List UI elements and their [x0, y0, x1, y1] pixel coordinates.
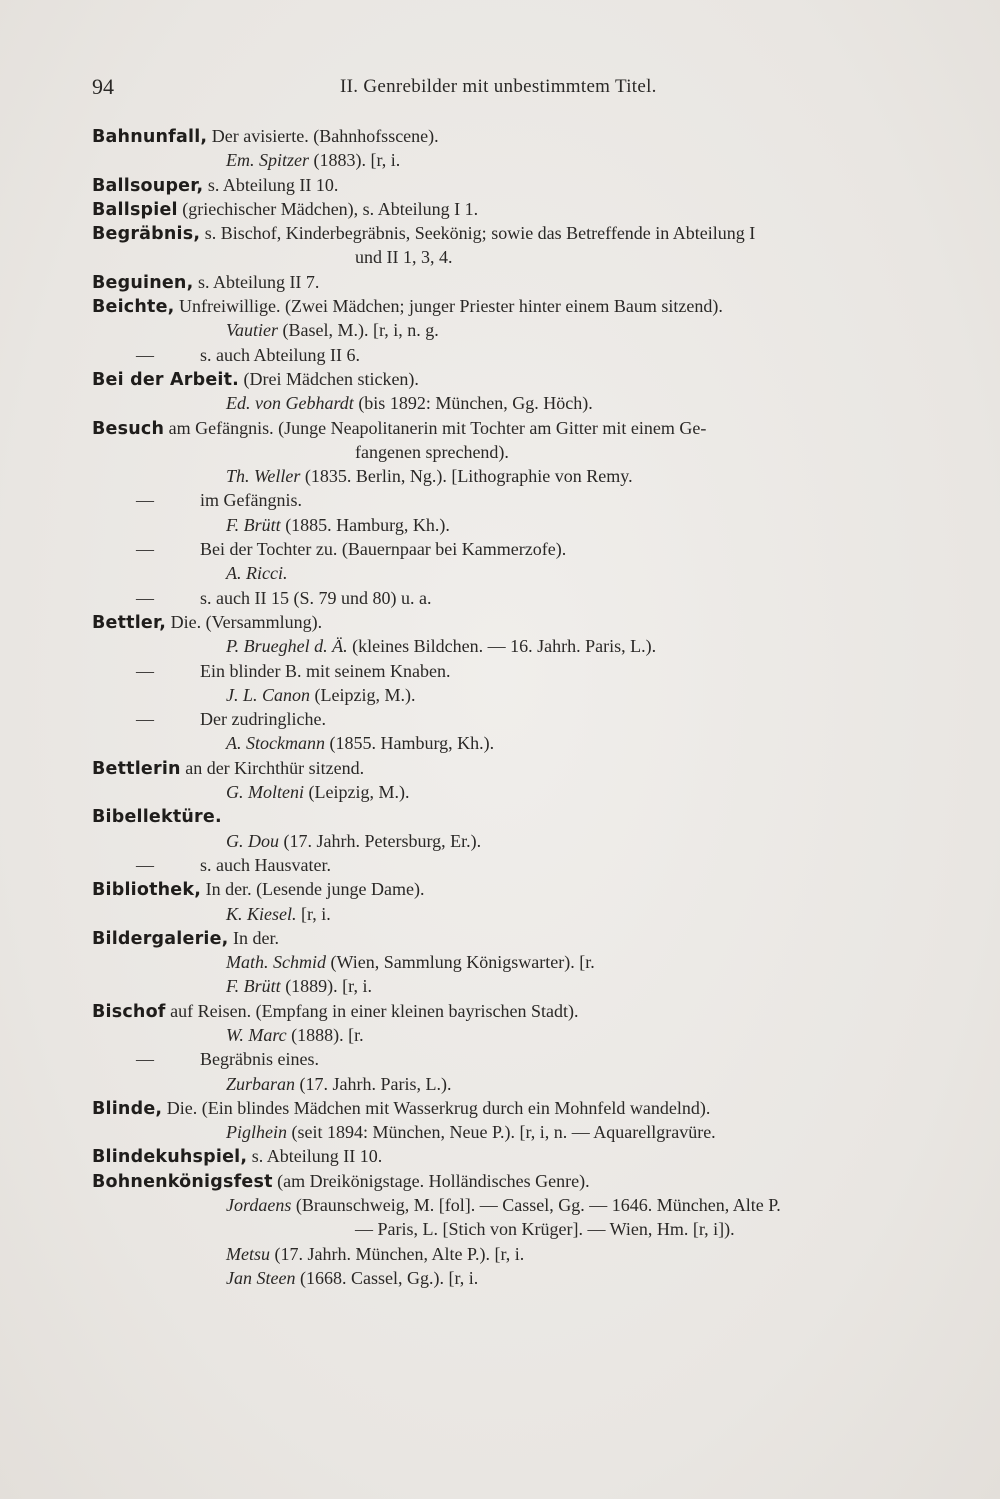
entry-description: s. Abteilung II 7. [193, 271, 320, 292]
artist-name: A. Stockmann [226, 733, 325, 754]
artist-name: Metsu [226, 1243, 270, 1264]
entry-term: Bettler, [92, 612, 167, 633]
artist-detail: (Leipzig, M.). [304, 782, 410, 803]
artist-name: Jordaens [226, 1195, 292, 1216]
entry-line [92, 124, 964, 148]
sub-entry-line [92, 659, 964, 683]
artist-detail: (1885. Hamburg, Kh.). [280, 514, 450, 535]
dash-mark: — [136, 854, 154, 875]
artist-detail: (kleines Bildchen. — 16. Jahrh. Paris, L.). [347, 636, 657, 657]
entry-description: (Drei Mädchen sticken). [239, 368, 419, 389]
continuation-line [92, 1217, 964, 1241]
sub-entry-text: s. auch II 15 (S. 79 und 80) u. a. [200, 587, 432, 608]
entry-term: Bei der Arbeit. [92, 369, 239, 390]
artist-line [92, 683, 964, 707]
artist-detail: (Braunschweig, M. [fol]. — Cassel, Gg. — 1646. München, Alte P. [291, 1195, 781, 1216]
artist-detail: (17. Jahrh. München, Alte P.). [r, i. [270, 1243, 525, 1264]
artist-line [92, 318, 964, 342]
entry-term: Bischof [92, 1001, 166, 1022]
dash-mark: — [136, 344, 154, 365]
artist-name: Em. Spitzer [226, 150, 309, 171]
artist-name: Math. Schmid [226, 952, 326, 973]
entry-term: Beichte, [92, 297, 175, 318]
entry-line [92, 416, 964, 440]
artist-line [92, 780, 964, 804]
artist-detail: (1888). [r. [286, 1024, 364, 1045]
artist-name: J. L. Canon [226, 684, 311, 705]
artist-line [92, 731, 964, 755]
entry-term: Bibliothek, [92, 880, 202, 901]
entry-line [92, 926, 964, 950]
artist-name: F. Brütt [226, 514, 281, 535]
entry-term: Bettlerin [92, 758, 181, 779]
entry-description: In der. (Lesende junge Dame). [201, 879, 425, 900]
entry-line [92, 1144, 964, 1168]
entry-description: s. Abteilung II 10. [203, 174, 339, 195]
entry-description: Die. (Ein blindes Mädchen mit Wasserkrug durch ein Mohnfeld wandelnd). [162, 1097, 711, 1118]
artist-detail: (Basel, M.). [r, i, n. g. [278, 320, 439, 341]
dash-mark: — [136, 660, 154, 681]
dash-mark: — [136, 587, 154, 608]
entry-line [92, 877, 964, 901]
sub-entry-line [92, 853, 964, 877]
index-entries [92, 124, 964, 1290]
entry-description: In der. [228, 927, 279, 948]
sub-entry-line [92, 343, 964, 367]
entry-line [92, 1096, 964, 1120]
entry-continuation: — Paris, L. [Stich von Krüger]. — Wien, Hm. [r, i]). [355, 1219, 735, 1240]
artist-name: G. Dou [226, 830, 279, 851]
entry-description: am Gefängnis. (Junge Neapolitanerin mit Tochter am Gitter mit einem Ge- [164, 417, 707, 438]
entry-term: Beguinen, [92, 272, 194, 293]
artist-detail: (Leipzig, M.). [310, 684, 416, 705]
artist-name: P. Brueghel d. Ä. [226, 636, 348, 657]
entry-term: Begräbnis, [92, 224, 201, 245]
artist-line [92, 148, 964, 172]
entry-line [92, 1169, 964, 1193]
dash-mark: — [136, 539, 154, 560]
artist-detail: (1889). [r, i. [280, 976, 372, 997]
entry-term: Ballspiel [92, 199, 178, 220]
entry-description: Die. (Versammlung). [166, 611, 323, 632]
sub-entry-text: im Gefängnis. [200, 490, 302, 511]
artist-line [92, 513, 964, 537]
entry-term: Ballsouper, [92, 175, 204, 196]
artist-line [92, 1242, 964, 1266]
entry-line [92, 173, 964, 197]
artist-line [92, 902, 964, 926]
sub-entry-line [92, 707, 964, 731]
entry-line [92, 221, 964, 245]
artist-line [92, 950, 964, 974]
entry-line [92, 999, 964, 1023]
entry-term: Bahnunfall, [92, 127, 208, 147]
artist-name: Jan Steen [226, 1267, 296, 1288]
entry-description: (am Dreikönigstage. Holländisches Genre). [272, 1170, 590, 1191]
page-number: 94 [92, 74, 114, 99]
artist-detail: (17. Jahrh. Petersburg, Er.). [279, 830, 482, 851]
artist-detail: (1883). [r, i. [309, 150, 401, 171]
artist-name: Zurbaran [226, 1073, 296, 1094]
entry-term: Blinde, [92, 1098, 163, 1119]
entry-description: an der Kirchthür sitzend. [180, 757, 365, 778]
artist-name: K. Kiesel. [226, 903, 297, 924]
entry-description: auf Reisen. (Empfang in einer kleinen bayrischen Stadt). [165, 1000, 579, 1021]
page-header [92, 74, 952, 104]
sub-entry-text: Begräbnis eines. [200, 1049, 319, 1070]
entry-continuation: fangenen sprechend). [355, 441, 509, 462]
artist-detail: [r, i. [296, 903, 331, 924]
artist-detail: (1668. Cassel, Gg.). [r, i. [295, 1267, 479, 1288]
artist-name: G. Molteni [226, 782, 304, 803]
entry-continuation: und II 1, 3, 4. [355, 247, 453, 268]
continuation-line [92, 440, 964, 464]
entry-line [92, 197, 964, 221]
entry-term: Besuch [92, 418, 165, 439]
running-title: II. Genrebilder mit unbestimmtem Titel. [340, 76, 657, 97]
artist-detail: (Wien, Sammlung Königswarter). [r. [325, 952, 595, 973]
artist-name: F. Brütt [226, 976, 281, 997]
entry-term: Bibellektüre. [92, 807, 222, 828]
entry-line [92, 294, 964, 318]
artist-detail: (bis 1892: München, Gg. Höch). [353, 393, 593, 414]
artist-line [92, 829, 964, 853]
continuation-line [92, 245, 964, 269]
artist-name: Th. Weller [226, 466, 301, 487]
entry-description: (griechischer Mädchen), s. Abteilung I 1. [177, 198, 479, 219]
sub-entry-text: s. auch Abteilung II 6. [200, 344, 360, 365]
artist-name: Ed. von Gebhardt [226, 393, 354, 414]
artist-line [92, 634, 964, 658]
sub-entry-text: s. auch Hausvater. [200, 854, 331, 875]
sub-entry-line [92, 586, 964, 610]
entry-term: Bohnenkönigsfest [92, 1171, 273, 1192]
artist-line [92, 1266, 964, 1290]
entry-description: s. Bischof, Kinderbegräbnis, Seekönig; sowie das Betreffende in Abteilung I [200, 223, 756, 244]
artist-line [92, 974, 964, 998]
artist-line [92, 1023, 964, 1047]
entry-line [92, 804, 964, 828]
entry-term: Bildergalerie, [92, 928, 229, 949]
artist-line [92, 391, 964, 415]
artist-name: A. Ricci. [226, 563, 288, 584]
artist-name: Vautier [226, 320, 278, 341]
sub-entry-text: Bei der Tochter zu. (Bauernpaar bei Kammerzofe). [200, 539, 567, 560]
sub-entry-line [92, 1047, 964, 1071]
artist-line [92, 561, 964, 585]
artist-line [92, 1120, 964, 1144]
artist-line [92, 1193, 964, 1217]
dash-mark: — [136, 490, 154, 511]
entry-line [92, 270, 964, 294]
sub-entry-line [92, 488, 964, 512]
entry-description: s. Abteilung II 10. [247, 1146, 383, 1167]
entry-line [92, 756, 964, 780]
sub-entry-text: Der zudringliche. [200, 709, 326, 730]
dash-mark: — [136, 709, 154, 730]
dash-mark: — [136, 1049, 154, 1070]
artist-line [92, 1072, 964, 1096]
artist-detail: (17. Jahrh. Paris, L.). [295, 1073, 452, 1094]
sub-entry-text: Ein blinder B. mit seinem Knaben. [200, 660, 451, 681]
entry-description: Der avisierte. (Bahnhofsscene). [207, 126, 439, 146]
entry-line [92, 367, 964, 391]
artist-detail: (1835. Berlin, Ng.). [Lithographie von Remy. [300, 466, 633, 487]
entry-term: Blindekuhspiel, [92, 1147, 248, 1168]
artist-detail: (1855. Hamburg, Kh.). [324, 733, 495, 754]
artist-name: Piglhein [226, 1122, 287, 1143]
sub-entry-line [92, 537, 964, 561]
artist-line [92, 464, 964, 488]
entry-line [92, 610, 964, 634]
artist-name: W. Marc [226, 1024, 287, 1045]
artist-detail: (seit 1894: München, Neue P.). [r, i, n. — Aquarellgravüre. [287, 1122, 716, 1143]
entry-description: Unfreiwillige. (Zwei Mädchen; junger Priester hinter einem Baum sitzend). [174, 296, 723, 317]
